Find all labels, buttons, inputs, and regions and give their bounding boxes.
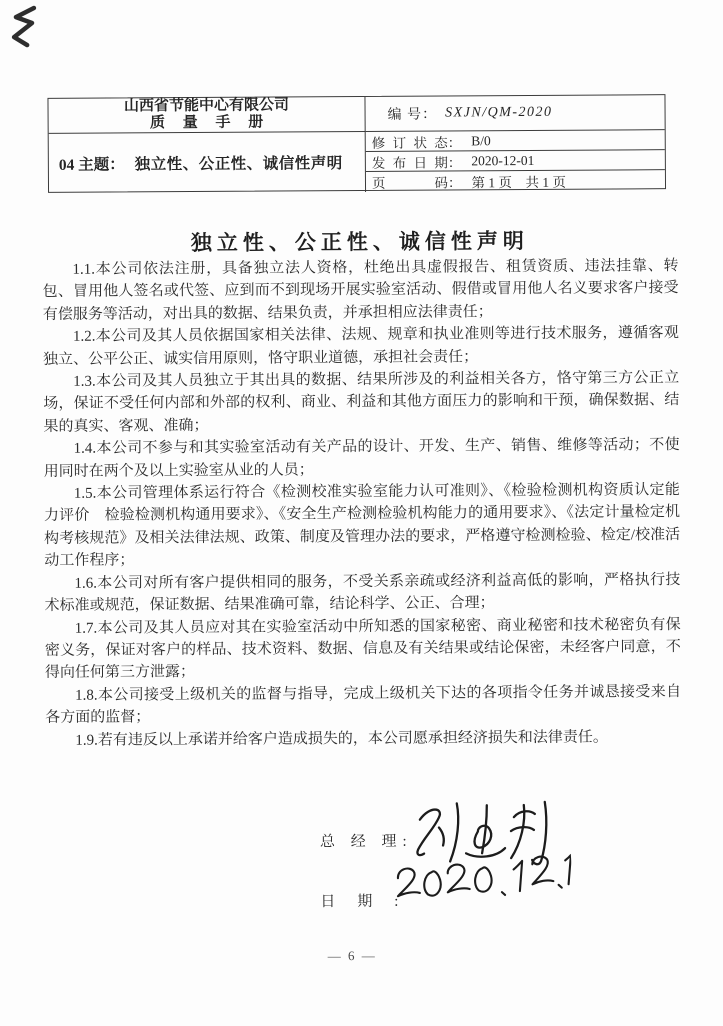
revision-label: 修订状态 (371, 134, 448, 151)
general-manager-label: 总 经 理: (319, 833, 413, 851)
signature-block (320, 816, 661, 928)
paragraph-1-1: 1.1.本公司依法注册，具备独立法人资格，杜绝出具虚假报告、租赁资质、违法挂靠、转包、冒用他人签名或代签、应到而不到现场开展实验室活动、假借或冒用他人名义要求客户接受有偿服务等活动，对出具的数据、结果负责，并承担相应法律责任； (42, 258, 679, 323)
paragraph-1-4: 1.4.本公司不参与和其实验室活动有关产品的设计、开发、生产、销售、维修等活动；不使用同时在两个及以上实验室从业的人员； (43, 437, 680, 480)
paragraph-1-3: 1.3.本公司及其人员独立于其出具的数据、结果所涉及的利益相关各方，恪守第三方公正立场，保证不受任何内部和外部的权利、商业、利益和其他方面压力的影响和干预，确保数据、结果的真实、客观、准确； (43, 370, 680, 435)
declaration-body (42, 255, 681, 752)
document-title: 独立性、公正性、诚信性声明 (190, 228, 529, 256)
colon: ： (447, 134, 462, 150)
doc-number-label: 编 号： (387, 107, 438, 123)
colon: ： (447, 175, 462, 191)
manual-title: 质 量 手 册 (149, 114, 271, 132)
paragraph-1-5: 1.5.本公司管理体系运行符合《检测校准实验室能力认可准则》、《检验检测机构资质认定能力评价 检验检测机构通用要求》、《安全生产检测检验机构能力的通用要求》、《法定计量检定机构考核规范》及相关法律法规、政策、制度及管理办法的要求，严格遵守检测检验、检定/校准活动工作程序； (43, 482, 681, 570)
section-title: 独立性、公正性、诚信性声明 (134, 155, 343, 174)
page-number-row (366, 170, 665, 192)
page-number-value: 第 1 页 共 1 页 (471, 174, 567, 191)
header-table (47, 94, 666, 193)
revision-row (366, 130, 665, 152)
company-name: 山西省节能中心有限公司 (123, 97, 290, 115)
doc-number-value: SXJN/QM-2020 (445, 104, 553, 121)
page-number-label: 页码 (371, 175, 449, 191)
issue-date-label: 发布日期 (371, 154, 448, 171)
issue-date-row (366, 150, 665, 172)
paragraph-1-8: 1.8.本公司接受上级机关的监督与指导，完成上级机关下达的各项指令任务并诚恳接受来自各方面的监督； (45, 683, 682, 727)
colon: ： (447, 154, 462, 170)
handwritten-date (391, 850, 574, 912)
doc-number-cell (365, 95, 664, 132)
section-label: 04 主题： (58, 156, 125, 174)
paragraph-1-7: 1.7.本公司及其人员应对其在实验室活动中所知悉的国家秘密、商业秘密和技术秘密负有保密义务，保证对客户的样品、技术资料、数据、信息及有关结果或结论保密，未经客户同意，不得向任何第三方泄露； (44, 616, 681, 682)
footer-page-number: — 6 — (327, 947, 377, 964)
issue-date-value: 2020-12-01 (471, 152, 535, 168)
paragraph-1-2: 1.2.本公司及其人员依据国家相关法律、法规、规章和执业准则等进行技术服务，遵循客观独立、公平公正、诚实信用原则，恪守职业道德，承担社会责任； (43, 325, 679, 368)
company-name-cell (48, 97, 365, 134)
revision-value: B/0 (471, 132, 491, 148)
scan-artifact-mark (5, 4, 45, 50)
section-subject-cell (49, 132, 366, 194)
paragraph-1-6: 1.6.本公司对所有客户提供相同的服务，不受关系亲疏或经济利益高低的影响，严格执行技术标准或规范，保证数据、结果准确可靠，结论科学、公正、合理； (44, 571, 681, 615)
paragraph-1-9: 1.9.若有违反以上承诺并给客户造成损失的，本公司愿承担经济损失和法律责任。 (75, 729, 608, 749)
date-label: 日期: (320, 893, 405, 911)
